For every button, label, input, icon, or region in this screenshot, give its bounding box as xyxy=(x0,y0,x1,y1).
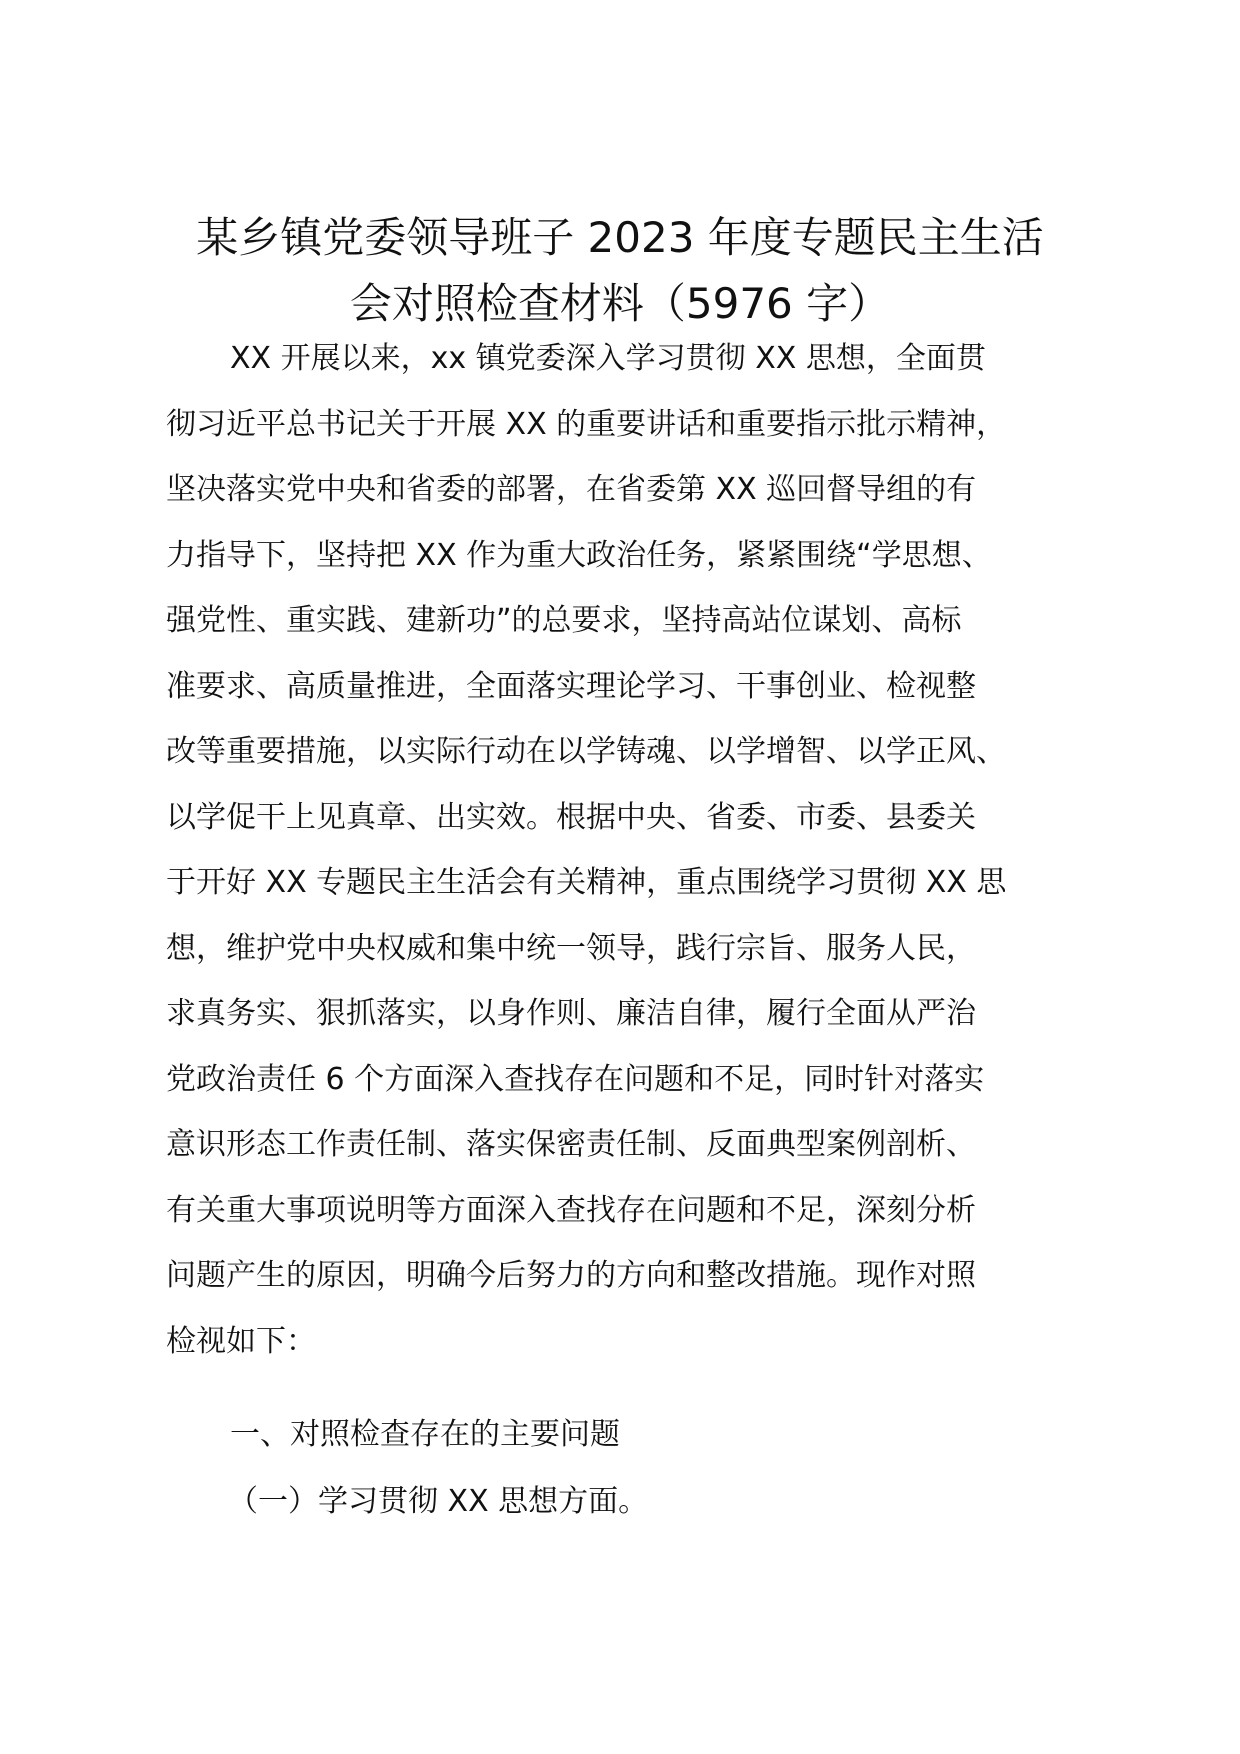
intro-line: 准要求、高质量推进，全面落实理论学习、干事创业、检视整 xyxy=(166,668,976,704)
section-heading: 一、对照检查存在的主要问题 xyxy=(230,1417,620,1452)
intro-line: 力指导下，坚持把 XX 作为重大政治任务，紧紧围绕“学思想、 xyxy=(166,537,992,573)
intro-line: 想，维护党中央权威和集中统一领导，践行宗旨、服务人民， xyxy=(166,930,976,966)
intro-line: 彻习近平总书记关于开展 XX 的重要讲话和重要指示批示精神， xyxy=(166,406,1007,442)
intro-line: XX 开展以来，xx 镇党委深入学习贯彻 XX 思想，全面贯 xyxy=(230,341,986,376)
intro-line: 强党性、重实践、建新功”的总要求，坚持高站位谋划、高标 xyxy=(166,603,962,638)
intro-line: 坚决落实党中央和省委的部署，在省委第 XX 巡回督导组的有 xyxy=(166,472,977,507)
intro-line: 有关重大事项说明等方面深入查找存在问题和不足，深刻分析 xyxy=(166,1192,976,1228)
intro-line: 问题产生的原因，明确今后努力的方向和整改措施。现作对照 xyxy=(166,1258,976,1293)
document-title-line-2: 会对照检查材料（5976 字） xyxy=(349,279,891,328)
document-title-line-1: 某乡镇党委领导班子 2023 年度专题民主生活 xyxy=(196,213,1044,262)
intro-line: 党政治责任 6 个方面深入查找存在问题和不足，同时针对落实 xyxy=(166,1061,985,1097)
intro-line: 于开好 XX 专题民主生活会有关精神，重点围绕学习贯彻 XX 思 xyxy=(166,865,1007,900)
intro-paragraph xyxy=(166,326,1126,1374)
intro-line: 改等重要措施，以实际行动在以学铸魂、以学增智、以学正风、 xyxy=(166,734,1006,769)
intro-line: 以学促干上见真章、出实效。根据中央、省委、市委、县委关 xyxy=(166,799,976,835)
subsection-heading: （一）学习贯彻 XX 思想方面。 xyxy=(228,1484,649,1519)
intro-line: 求真务实、狠抓落实，以身作则、廉洁自律，履行全面从严治 xyxy=(166,996,976,1031)
intro-line: 检视如下： xyxy=(166,1323,316,1359)
intro-line: 意识形态工作责任制、落实保密责任制、反面典型案例剖析、 xyxy=(166,1127,976,1162)
